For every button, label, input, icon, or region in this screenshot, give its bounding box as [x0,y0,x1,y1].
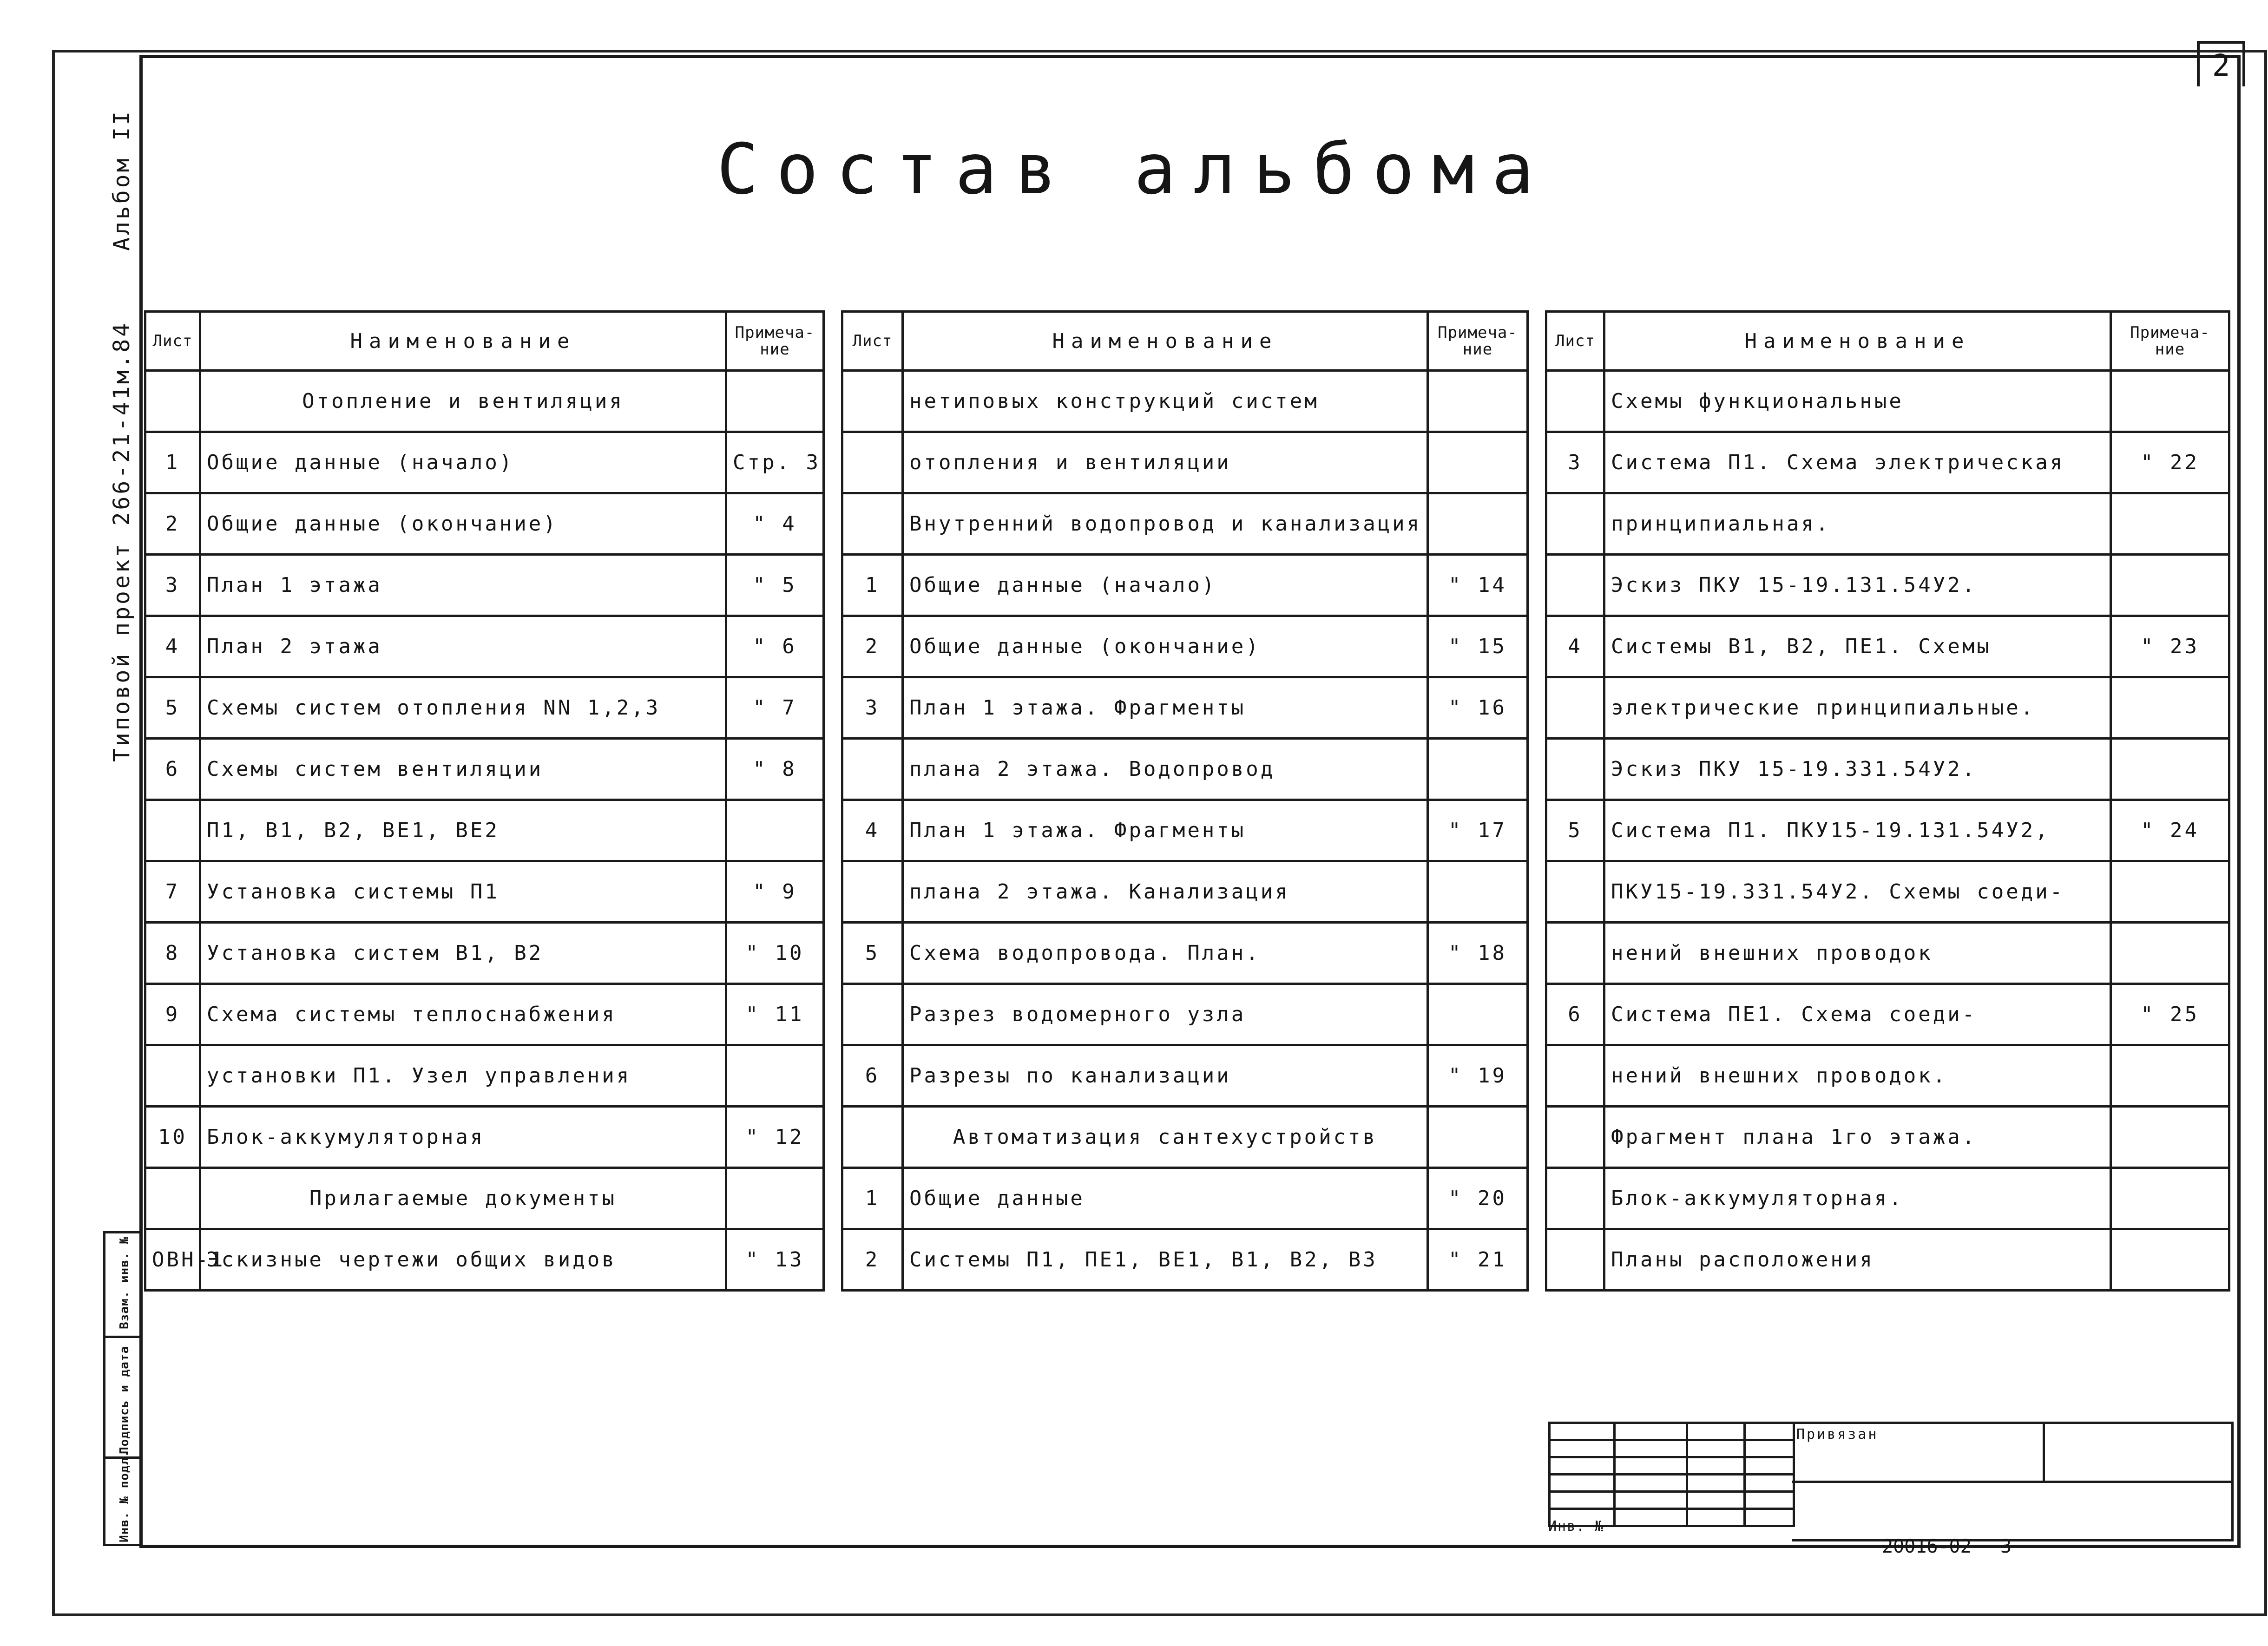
sheet-number-cell [1546,739,1604,800]
stamp-cell [1687,1509,1745,1526]
page-note-cell: " 8 [726,739,824,800]
sheet-number-cell [842,739,903,800]
page-note-cell: " 23 [2111,616,2229,677]
page-note-cell: " 17 [1428,800,1528,861]
item-name-cell: Эскиз ПКУ 15-19.131.54У2. [1604,555,2111,616]
stamp-cell [1687,1475,1745,1492]
stamp-cell [1550,1423,1615,1440]
sheet-number-cell [145,800,200,861]
item-name-cell: Общие данные (начало) [903,555,1428,616]
table-row [1546,555,2229,616]
contents-table-1 [144,310,825,1292]
item-name-cell: отопления и вентиляции [903,432,1428,493]
strip-cell-signature [105,1336,142,1459]
stamp-cell [1615,1457,1687,1475]
stamp-grid [1548,1422,1795,1527]
table-row [842,432,1528,493]
strip-label-inv: Инв. № подл. [118,1449,131,1542]
strip-cell-inv [105,1449,142,1546]
table-row [145,677,824,739]
sheet-number-cell [145,371,200,432]
table-row [145,1229,824,1291]
sheet-number-cell [145,1045,200,1107]
page-note-cell [1428,1107,1528,1168]
page-note-cell: " 18 [1428,923,1528,984]
stamp-cell [1615,1509,1687,1526]
page-note-cell: " 13 [726,1229,824,1291]
stamp-row [1550,1423,1794,1440]
table-row [842,555,1528,616]
project-label: Типовой проект 266-21-41м.84 [109,321,135,762]
page-note-cell [2111,1107,2229,1168]
sheet-number-cell: 9 [145,984,200,1045]
page-note-cell: " 4 [726,493,824,555]
stamp-cell [1687,1457,1745,1475]
page-note-cell: " 15 [1428,616,1528,677]
item-name-cell: Системы В1, В2, ПЕ1. Схемы [1604,616,2111,677]
page-note-cell [1428,739,1528,800]
sheet-number-cell: 6 [1546,984,1604,1045]
table-row [842,1107,1528,1168]
item-name-cell: Установка системы П1 [200,861,726,923]
table-header-row [145,312,824,371]
stamp-cell [1550,1492,1615,1509]
sheet-number-cell [145,1168,200,1229]
table-row [842,923,1528,984]
table-row [145,1045,824,1107]
sheet-number-cell: 4 [1546,616,1604,677]
stamp-cell [1745,1492,1794,1509]
stamp-cell [1687,1492,1745,1509]
page-note-cell: " 22 [2111,432,2229,493]
sheet-number-cell [1546,1045,1604,1107]
contents-table-3 [1545,310,2230,1292]
sheet-number-cell [1546,923,1604,984]
page-note-cell [1428,861,1528,923]
item-name-cell: принципиальная. [1604,493,2111,555]
page-note-cell: " 10 [726,923,824,984]
table-row [842,1229,1528,1291]
sheet-number-cell [842,371,903,432]
header-name: Наименование [903,312,1428,371]
item-name-cell: плана 2 этажа. Канализация [903,861,1428,923]
table-row [145,1107,824,1168]
page-note-cell [2111,739,2229,800]
page-number: 3 [2000,1536,2012,1557]
stamp-cell [1745,1440,1794,1457]
sheet-number-cell [1546,1107,1604,1168]
sheet-number-cell: 1 [145,432,200,493]
page-note-cell: " 21 [1428,1229,1528,1291]
sheet-number-cell [842,493,903,555]
stamp-row [1550,1475,1794,1492]
page-note-cell: " 7 [726,677,824,739]
item-name-cell: Внутренний водопровод и канализация [903,493,1428,555]
item-name-cell: Общие данные (окончание) [903,616,1428,677]
page-note-cell [1428,371,1528,432]
sheet-number-cell [1546,371,1604,432]
header-name: Наименование [200,312,726,371]
stamp-row [1550,1457,1794,1475]
page-note-cell [1428,432,1528,493]
table-row [145,555,824,616]
page-note-cell [726,371,824,432]
page-note-cell: " 12 [726,1107,824,1168]
album-label: Альбом II [109,109,135,251]
item-name-cell: План 1 этажа. Фрагменты [903,677,1428,739]
page-note-cell [1428,984,1528,1045]
table-row [145,800,824,861]
sheet-number-cell [842,861,903,923]
header-note: Примеча-ние [2111,312,2229,371]
table-row [842,739,1528,800]
sheet-number-cell [1546,555,1604,616]
stamp-cell [1550,1440,1615,1457]
item-name-cell: Эскиз ПКУ 15-19.331.54У2. [1604,739,2111,800]
contents-table-2 [841,310,1529,1292]
sheet-number-cell: 6 [842,1045,903,1107]
table-row [1546,923,2229,984]
document-code: 20016-02 [1882,1536,1972,1557]
stamp-cell [1745,1423,1794,1440]
item-name-cell: Планы расположения [1604,1229,2111,1291]
table-row [1546,984,2229,1045]
item-name-cell: План 2 этажа [200,616,726,677]
table-row [842,371,1528,432]
page-note-cell [2111,555,2229,616]
sheet-number-cell: 2 [145,493,200,555]
table-row [145,739,824,800]
stamp-cell [1745,1475,1794,1492]
item-name-cell: Общие данные (начало) [200,432,726,493]
item-name-cell: установки П1. Узел управления [200,1045,726,1107]
page-note-cell [2111,493,2229,555]
page-note-cell: " 14 [1428,555,1528,616]
item-name-cell: Общие данные (окончание) [200,493,726,555]
sheet-number-cell: 1 [842,1168,903,1229]
stamp-row [1550,1492,1794,1509]
table-row [145,861,824,923]
sheet-number-cell: 4 [145,616,200,677]
table-row [145,493,824,555]
sheet-number-cell: 8 [145,923,200,984]
header-sheet: Лист [1546,312,1604,371]
page-note-cell: " 24 [2111,800,2229,861]
sheet-number-cell: 5 [1546,800,1604,861]
item-name-cell: Блок-аккумуляторная [200,1107,726,1168]
sheet-number-cell [1546,493,1604,555]
table-header-row [1546,312,2229,371]
page-note-cell: " 11 [726,984,824,1045]
stamp-cell [1745,1457,1794,1475]
sheet-number-cell [1546,677,1604,739]
item-name-cell: нений внешних проводок. [1604,1045,2111,1107]
table-row [842,984,1528,1045]
item-name-cell: электрические принципиальные. [1604,677,2111,739]
left-stamp-strip [103,1231,142,1546]
table-row [145,984,824,1045]
table-row [1546,1107,2229,1168]
item-name-cell: Общие данные [903,1168,1428,1229]
strip-label-replace: Взам. инв. № [118,1236,131,1329]
table-row [1546,800,2229,861]
page-note-cell [2111,1229,2229,1291]
item-name-cell: Система ПЕ1. Схема соеди- [1604,984,2111,1045]
page-note-cell [2111,1168,2229,1229]
table-row [842,677,1528,739]
item-name-cell: Разрез водомерного узла [903,984,1428,1045]
table-row [842,616,1528,677]
sheet-number-cell: 3 [1546,432,1604,493]
table-row [145,432,824,493]
stamp-cell [1550,1457,1615,1475]
page-note-cell [2111,861,2229,923]
table-row [842,493,1528,555]
sheet-number-cell: 3 [842,677,903,739]
sheet-number-cell: 7 [145,861,200,923]
item-name-cell: Разрезы по канализации [903,1045,1428,1107]
sheet-number-cell: 4 [842,800,903,861]
table-row [842,861,1528,923]
item-name-cell: Схема водопровода. План. [903,923,1428,984]
table-row [145,1168,824,1229]
strip-cell-replace [105,1233,142,1336]
item-name-cell: плана 2 этажа. Водопровод [903,739,1428,800]
sheet-number-cell: 3 [145,555,200,616]
item-name-cell: Схема системы теплоснабжения [200,984,726,1045]
table-row [1546,432,2229,493]
stamp-cell [1687,1423,1745,1440]
page-note-cell [1428,493,1528,555]
item-name-cell: Установка систем В1, В2 [200,923,726,984]
stamp-cell [1615,1423,1687,1440]
sheet-number-cell: 6 [145,739,200,800]
sheet-number-cell [842,984,903,1045]
item-name-cell: нетиповых конструкций систем [903,371,1428,432]
table-row [145,923,824,984]
sheet-number-cell: 1 [842,555,903,616]
table-row [1546,739,2229,800]
table-row [145,371,824,432]
page-note-cell: " 5 [726,555,824,616]
strip-label-signature: Подпись и дата [118,1345,131,1454]
table-header-row [842,312,1528,371]
sheet-number-cell: 2 [842,1229,903,1291]
page-note-cell [726,1045,824,1107]
page-note-cell: " 9 [726,861,824,923]
item-name-cell: Фрагмент плана 1го этажа. [1604,1107,2111,1168]
page-title: Состав альбома [717,129,1551,210]
sheet-number-cell [1546,1229,1604,1291]
table-row [1546,493,2229,555]
item-name-cell: План 1 этажа [200,555,726,616]
sheet-number-cell [1546,861,1604,923]
stamp-cell [1745,1509,1794,1526]
sheet-number-cell: 10 [145,1107,200,1168]
page-note-cell [726,1168,824,1229]
sheet-number-cell: 2 [842,616,903,677]
item-name-cell: Автоматизация сантехустройств [903,1107,1428,1168]
item-name-cell: П1, В1, В2, ВЕ1, ВЕ2 [200,800,726,861]
table-row [842,1045,1528,1107]
page-note-cell [2111,1045,2229,1107]
page-note-cell: " 20 [1428,1168,1528,1229]
header-sheet: Лист [842,312,903,371]
sheet-number: 2 [2197,41,2245,86]
sheet-number-cell [842,432,903,493]
sheet-number-cell: 5 [145,677,200,739]
item-name-cell: Системы П1, ПЕ1, ВЕ1, В1, В2, В3 [903,1229,1428,1291]
sheet-number-cell: 5 [842,923,903,984]
sheet-number-cell [842,1107,903,1168]
item-name-cell: нений внешних проводок [1604,923,2111,984]
table-row [145,616,824,677]
table-row [1546,371,2229,432]
table-row [1546,616,2229,677]
header-note: Примеча-ние [726,312,824,371]
page-note-cell: Стр. 3 [726,432,824,493]
page-note-cell: " 25 [2111,984,2229,1045]
sheet-number-cell [1546,1168,1604,1229]
stamp-cell [1615,1475,1687,1492]
page-note-cell [2111,923,2229,984]
item-name-cell: План 1 этажа. Фрагменты [903,800,1428,861]
stamp-label: Привязан [1796,1426,1879,1443]
header-sheet: Лист [145,312,200,371]
page-note-cell: " 19 [1428,1045,1528,1107]
item-name-cell: Схемы функциональные [1604,371,2111,432]
item-name-cell: Прилагаемые документы [200,1168,726,1229]
stamp-cell [1550,1475,1615,1492]
stamp-cell [1615,1492,1687,1509]
table-row [1546,1168,2229,1229]
header-note: Примеча-ние [1428,312,1528,371]
item-name-cell: Эскизные чертежи общих видов [200,1229,726,1291]
header-name: Наименование [1604,312,2111,371]
item-name-cell: Система П1. Схема электрическая [1604,432,2111,493]
side-title-block [106,109,135,780]
sheet-number-cell: ОВН-1 [145,1229,200,1291]
table-row [842,1168,1528,1229]
stamp-cell [1687,1440,1745,1457]
table-row [1546,861,2229,923]
item-name-cell: Блок-аккумуляторная. [1604,1168,2111,1229]
table-row [842,800,1528,861]
page-note-cell: " 16 [1428,677,1528,739]
table-row [1546,1229,2229,1291]
item-name-cell: Отопление и вентиляция [200,371,726,432]
stamp-cell [1615,1440,1687,1457]
stamp-inv-label: Инв. № [1548,1518,1604,1535]
item-name-cell: Схемы систем вентиляции [200,739,726,800]
item-name-cell: Схемы систем отопления NN 1,2,3 [200,677,726,739]
table-row [1546,677,2229,739]
stamp-row [1550,1440,1794,1457]
table-row [1546,1045,2229,1107]
page-note-cell: " 6 [726,616,824,677]
item-name-cell: ПКУ15-19.331.54У2. Схемы соеди- [1604,861,2111,923]
item-name-cell: Система П1. ПКУ15-19.131.54У2, [1604,800,2111,861]
page-note-cell [2111,371,2229,432]
page-note-cell [2111,677,2229,739]
page-note-cell [726,800,824,861]
